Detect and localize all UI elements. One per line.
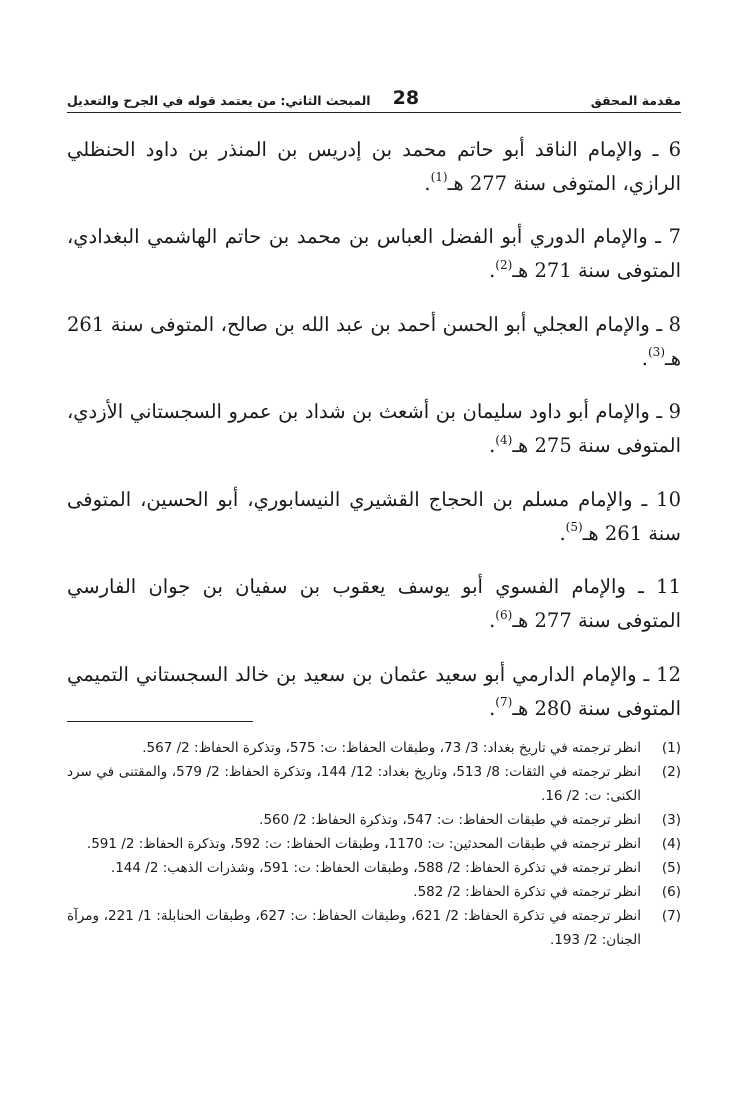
entry-text: 11 ـ والإمام الفسوي أبو يوسف يعقوب بن سفيان بن جوان الفارسي المتوفى سنة 277 هـ [67,575,681,632]
footnote-item [67,904,681,952]
footnote-text: انظر ترجمته في الثقات: 8/ 513، وتاريخ بغداد: 12/ 144، وتذكرة الحفاظ: 2/ 579، والمقتنى في سرد الكنى: ت: 2/ 16. [67,764,641,804]
footnote-item [67,736,681,760]
header-center [67,88,419,108]
entry-paragraph [67,220,681,288]
entry-text: 12 ـ والإمام الدارمي أبو سعيد عثمان بن سعيد بن خالد السجستاني التميمي المتوفى سنة 280 هـ [67,662,681,720]
entry-paragraph [67,483,681,551]
footnote-text: انظر ترجمته في طبقات الحفاظ: ت: 547، وتذكرة الحفاظ: 2/ 560. [259,812,641,828]
entry-text: 8 ـ والإمام العجلي أبو الحسن أحمد بن عبد الله بن صالح، المتوفى سنة 261 هـ [67,312,681,370]
page-body [67,78,681,734]
entry-end-mark: . [489,259,496,282]
page-number: 28 [392,87,420,109]
footnote-divider [67,721,253,722]
footnote-item [67,760,681,808]
entry-paragraph [67,658,681,726]
footnote-number: (7) [661,908,681,924]
footnote-text: انظر ترجمته في تذكرة الحفاظ: 2/ 588، وطبقات الحفاظ: ت: 591، وشذرات الذهب: 2/ 144. [110,860,641,876]
entry-end-mark: . [489,696,496,720]
footnote-marker[interactable]: (1) [430,170,448,184]
footnote-marker[interactable]: (7) [495,695,513,709]
entry-paragraph [67,570,681,638]
entry-text: 7 ـ والإمام الدوري أبو الفضل العباس بن محمد بن حاتم الهاشمي البغدادي، المتوفى سنة 271 هـ [67,225,681,282]
entry-paragraph [67,395,681,463]
entry-end-mark: . [559,521,566,545]
entry-paragraph [67,308,681,376]
entry-paragraph [67,133,681,201]
footnote-number: (3) [661,812,681,828]
footnote-marker[interactable]: (6) [495,607,513,622]
footnote-marker[interactable]: (2) [495,257,513,272]
footnote-number: (5) [661,860,681,876]
footnote-marker[interactable]: (4) [495,432,513,447]
entry-text: 6 ـ والإمام الناقد أبو حاتم محمد بن إدريس بن المنذر بن داود الحنظلي الرازي، المتوفى سنة 277 هـ [67,137,681,195]
footnote-item [67,832,681,856]
header-left-title: المبحث الثاني: من يعتمد قوله في الجرح والتعديل [67,93,371,108]
entry-text: 10 ـ والإمام مسلم بن الحجاج القشيري النيسابوري، أبو الحسين، المتوفى سنة 261 هـ [67,487,681,545]
footnote-number: (2) [661,764,681,780]
footnote-number: (1) [661,740,681,756]
footnote-item [67,880,681,904]
footnote-marker[interactable]: (3) [647,345,665,359]
entry-end-mark: . [641,346,648,370]
footnote-number: (6) [661,884,681,900]
footnote-text: انظر ترجمته في طبقات المحدثين: ت: 1170، وطبقات الحفاظ: ت: 592، وتذكرة الحفاظ: 2/ 591. [86,836,641,852]
entry-end-mark: . [424,171,431,195]
footnote-text: انظر ترجمته في تذكرة الحفاظ: 2/ 621، وطبقات الحفاظ: ت: 627، وطبقات الحنابلة: 1/ 221، ومرآة الجنان: 2/ 193. [67,908,642,948]
footnote-item [67,856,681,880]
entry-list [67,133,681,726]
footnote-text: انظر ترجمته في تاريخ بغداد: 3/ 73، وطبقات الحفاظ: ت: 575، وتذكرة الحفاظ: 2/ 567. [142,740,641,756]
footnotes [67,736,681,952]
entry-end-mark: . [489,434,496,457]
footnote-number: (4) [661,836,681,852]
header-right-title: مقدمة المحقق [590,93,681,108]
footnote-marker[interactable]: (5) [565,520,583,534]
footnote-text: انظر ترجمته في تذكرة الحفاظ: 2/ 582. [413,884,641,900]
running-head [67,78,681,113]
entry-end-mark: . [489,609,496,632]
footnote-item [67,808,681,832]
entry-text: 9 ـ والإمام أبو داود سليمان بن أشعث بن شداد بن عمرو السجستاني الأزدي، المتوفى سنة 275 هـ [67,400,681,457]
